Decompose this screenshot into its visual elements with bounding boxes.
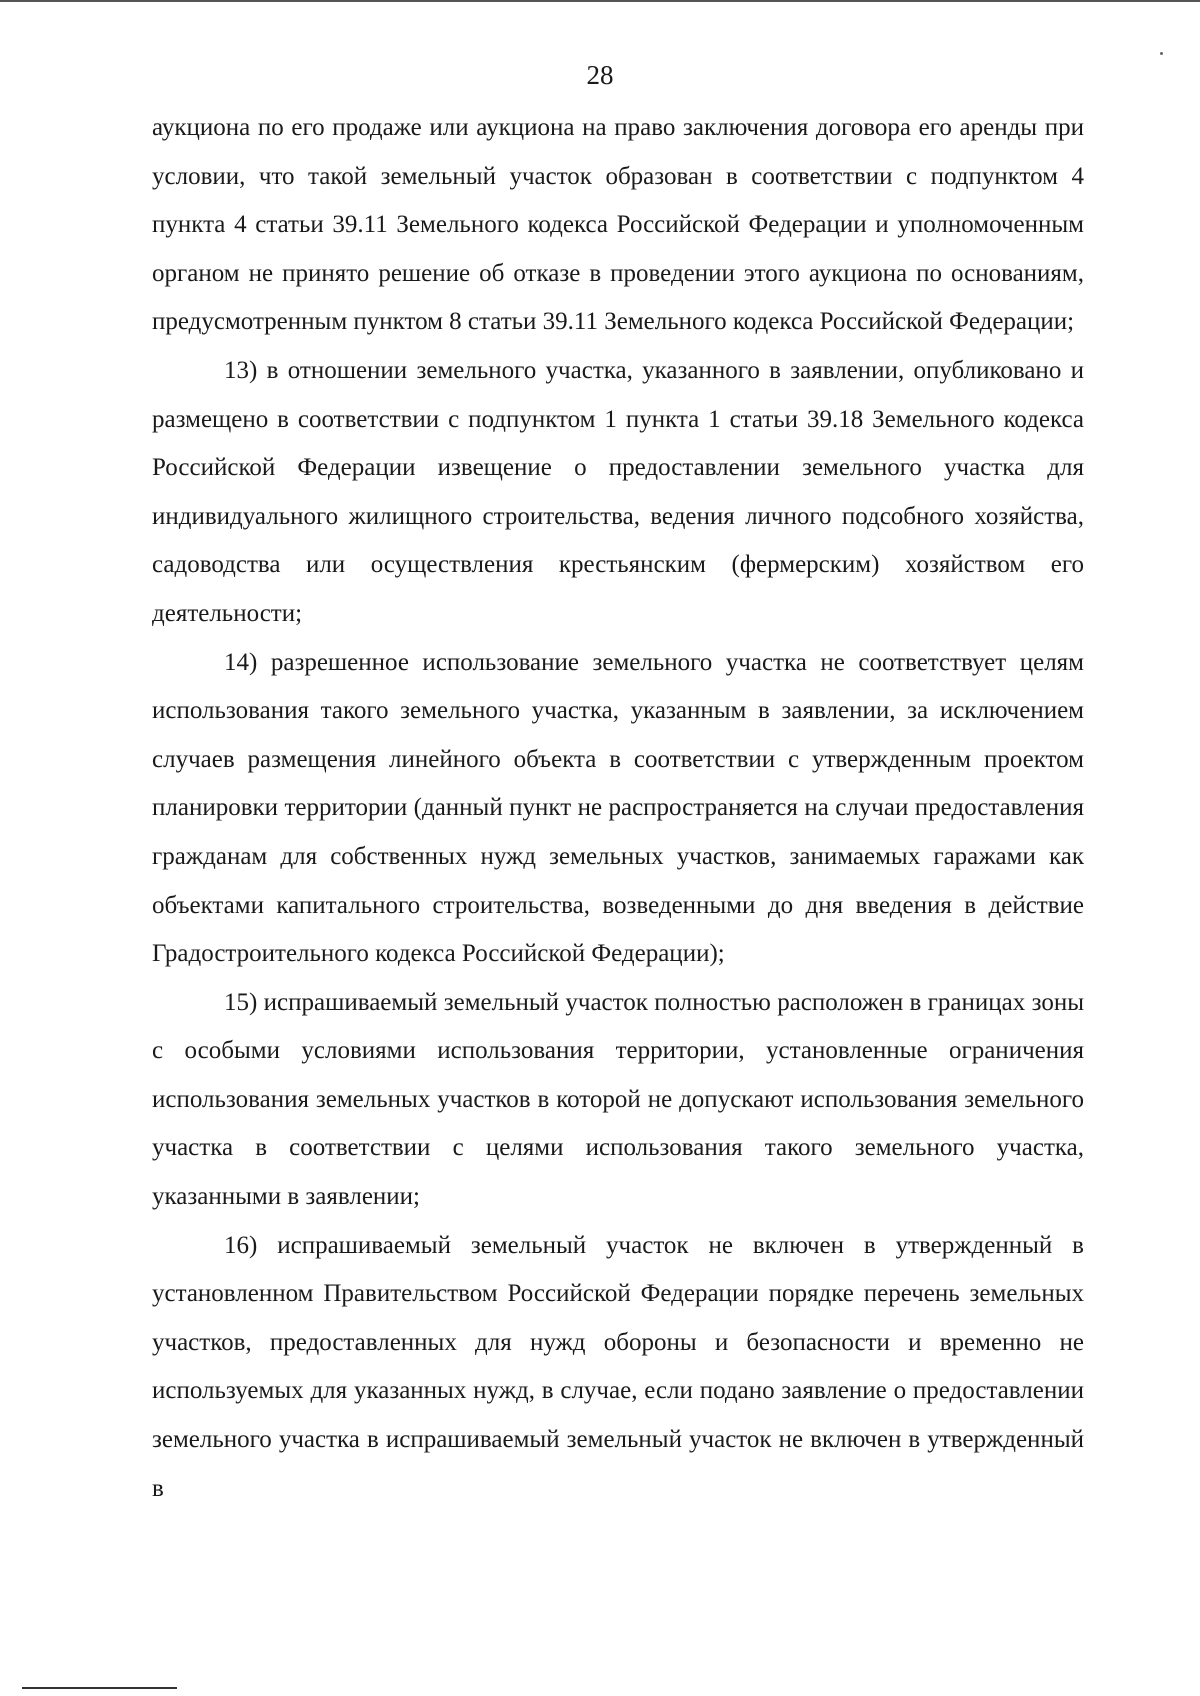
- paragraph-continuation: аукциона по его продаже или аукциона на право заключения договора его аренды при условии, что такой земельный участок образован в соответствии с подпунктом 4 пункта 4 статьи 39.11 Земельного кодекса Российской Федерации и уполномоченным органом не принято решение об отказе в проведении этого аукциона по основаниям, предусмотренным пунктом 8 статьи 39.11 Земельного кодекса Российской Федерации;: [152, 114, 1084, 336]
- page-number: 28: [586, 60, 614, 90]
- paragraph-item-13: 13) в отношении земельного участка, указанного в заявлении, опубликовано и размещено в соответствии с подпунктом 1 пункта 1 статьи 39.18 Земельного кодекса Российской Федерации извещение о предоставлении земельного участка для индивидуального жилищного строительства, ведения личного подсобного хозяйства, садоводства или осуществления крестьянским (фермерским) хозяйством его деятельности;: [152, 356, 1084, 627]
- page-top-edge: [0, 0, 1200, 2]
- paragraph-item-15: 15) испрашиваемый земельный участок полностью расположен в границах зоны с особыми условиями использования территории, установленные ограничения использования земельных участков в которой не допускают использования земельного участка в соответствии с целями использования такого земельного участка, указанными в заявлении;: [152, 988, 1084, 1211]
- document-body: [152, 104, 1084, 1513]
- footnote-rule: [22, 1687, 177, 1689]
- scan-speck: [1160, 52, 1163, 55]
- paragraph-item-16: 16) испрашиваемый земельный участок не включен в утвержденный в установленном Правительством Российской Федерации порядке перечень земельных участков, предоставленных для нужд обороны и безопасности и временно не используемых для указанных нужд, в случае, если подано заявление о предоставлении земельного участка в испрашиваемый земельный участок не включен в утвержденный в: [152, 1231, 1084, 1502]
- paragraph-item-14: 14) разрешенное использование земельного участка не соответствует целям использования такого земельного участка, указанным в заявлении, за исключением случаев размещения линейного объекта в соответствии с утвержденным проектом планировки территории (данный пункт не распространяется на случаи предоставления гражданам для собственных нужд земельных участков, занимаемых гаражами как объектами капитального строительства, возведенными до дня введения в действие Градостроительного кодекса Российской Федерации);: [152, 648, 1084, 968]
